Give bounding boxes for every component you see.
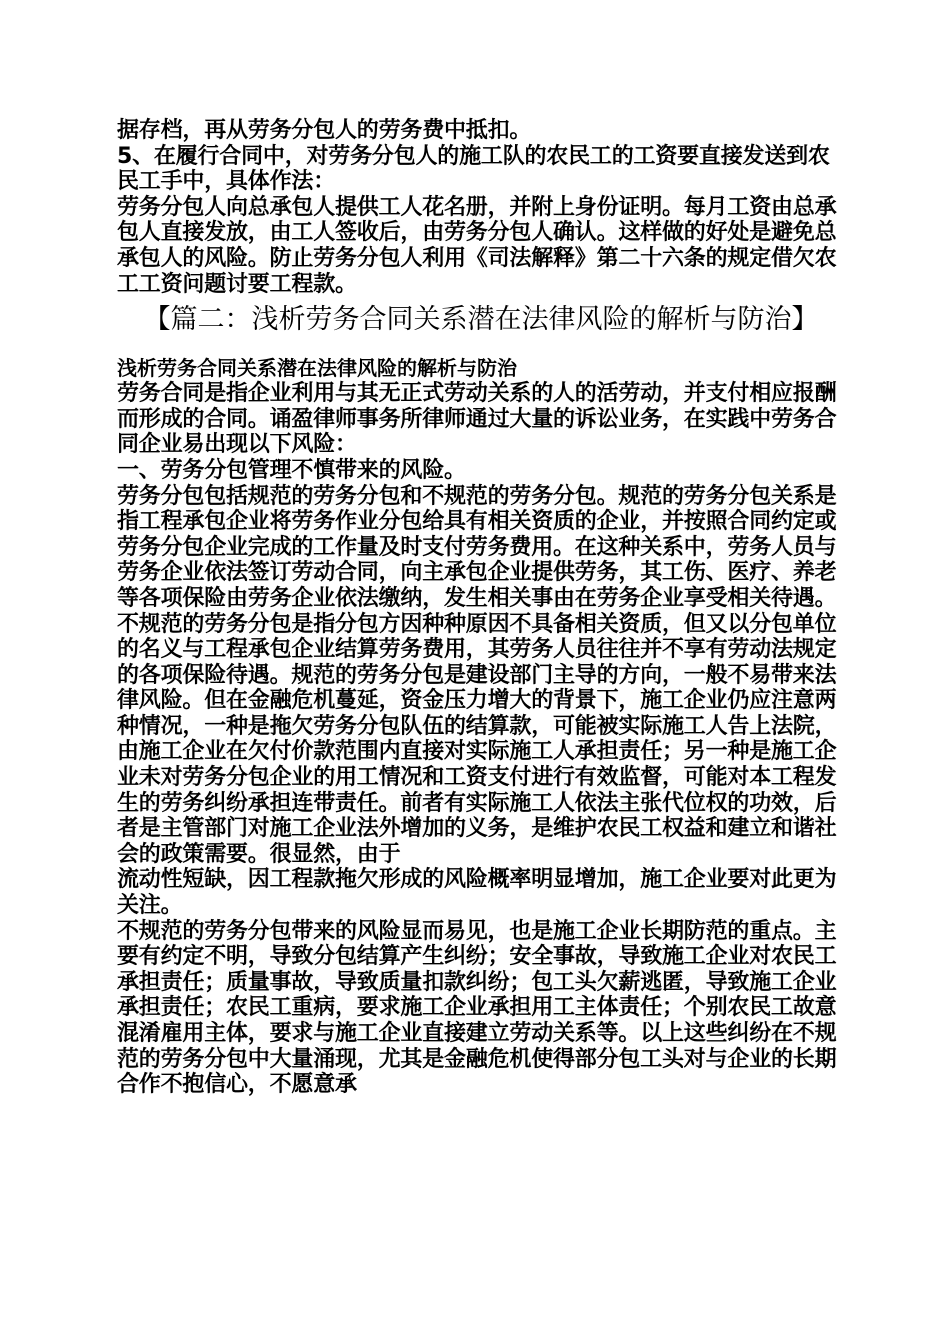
paragraph-liquidity: 流动性短缺，因工程款拖欠形成的风险概率明显增加，施工企业要对此更为关注。 [117, 867, 837, 919]
article-title: 浅析劳务合同关系潜在法律风险的解析与防治 [117, 356, 517, 381]
paragraph-continuation: 据存档，再从劳务分包人的劳务费中抵扣。 [117, 118, 532, 143]
paragraph-risk-heading: 一、劳务分包管理不慎带来的风险。 [117, 457, 466, 483]
section-heading: 【篇二：浅析劳务合同关系潜在法律风险的解析与防治】 [143, 304, 819, 336]
paragraph-nonstandard-subcontract: 不规范的劳务分包带来的风险显而易见，也是施工企业长期防范的重点。主要有约定不明，导致分包结算产生纠纷；安全事故，导致施工企业对农民工承担责任；质量事故，导致质量扣款纠纷；包工头欠薪逃匿，导致施工企业承担责任；农民工重病，要求施工企业承担用工主体责任；个别农民工故意混淆雇用主体，要求与施工企业直接建立劳动关系等。以上这些纠纷在不规范的劳务分包中大量涌现，尤其是金融危机使得部分包工头对与企业的长期合作不抱信心，不愿意承 [117, 918, 837, 1098]
document-page [117, 118, 845, 1098]
paragraph-item-5: 5、在履行合同中，对劳务分包人的施工队的农民工的工资要直接发送到农民工手中，具体作法： [117, 143, 830, 195]
paragraph-intro: 劳务合同是指企业利用与其无正式劳动关系的人的活劳动，并支付相应报酬而形成的合同。诵盈律师事务所律师通过大量的诉讼业务，在实践中劳务合同企业易出现以下风险： [117, 381, 837, 458]
paragraph-method: 劳务分包人向总承包人提供工人花名册，并附上身份证明。每月工资由总承包人直接发放，由工人签收后，由劳务分包人确认。这样做的好处是避免总承包人的风险。防止劳务分包人利用《司法解释》第二十六条的规定借欠农工工资问题讨要工程款。 [117, 194, 837, 297]
paragraph-standard-subcontract: 劳务分包包括规范的劳务分包和不规范的劳务分包。规范的劳务分包关系是指工程承包企业将劳务作业分包给具有相关资质的企业，并按照合同约定或劳务分包企业完成的工作量及时支付劳务费用。在这种关系中，劳务人员与劳务企业依法签订劳动合同，向主承包企业提供劳务，其工伤、医疗、养老等各项保险由劳务企业依法缴纳，发生相关事由在劳务企业享受相关待遇。不规范的劳务分包是指分包方因种种原因不具备相关资质，但又以分包单位的名义与工程承包企业结算劳务费用，其劳务人员往往并不享有劳动法规定的各项保险待遇。规范的劳务分包是建设部门主导的方向，一般不易带来法律风险。但在金融危机蔓延，资金压力增大的背景下，施工企业仍应注意两种情况，一种是拖欠劳务分包队伍的结算款，可能被实际施工人告上法院，由施工企业在欠付价款范围内直接对实际施工人承担责任；另一种是施工企业未对劳务分包企业的用工情况和工资支付进行有效监督，可能对本工程发生的劳务纠纷承担连带责任。前者有实际施工人依法主张代位权的功效，后者是主管部门对施工企业法外增加的义务，是维护农民工权益和建立和谐社会的政策需要。很显然，由于 [117, 483, 837, 867]
